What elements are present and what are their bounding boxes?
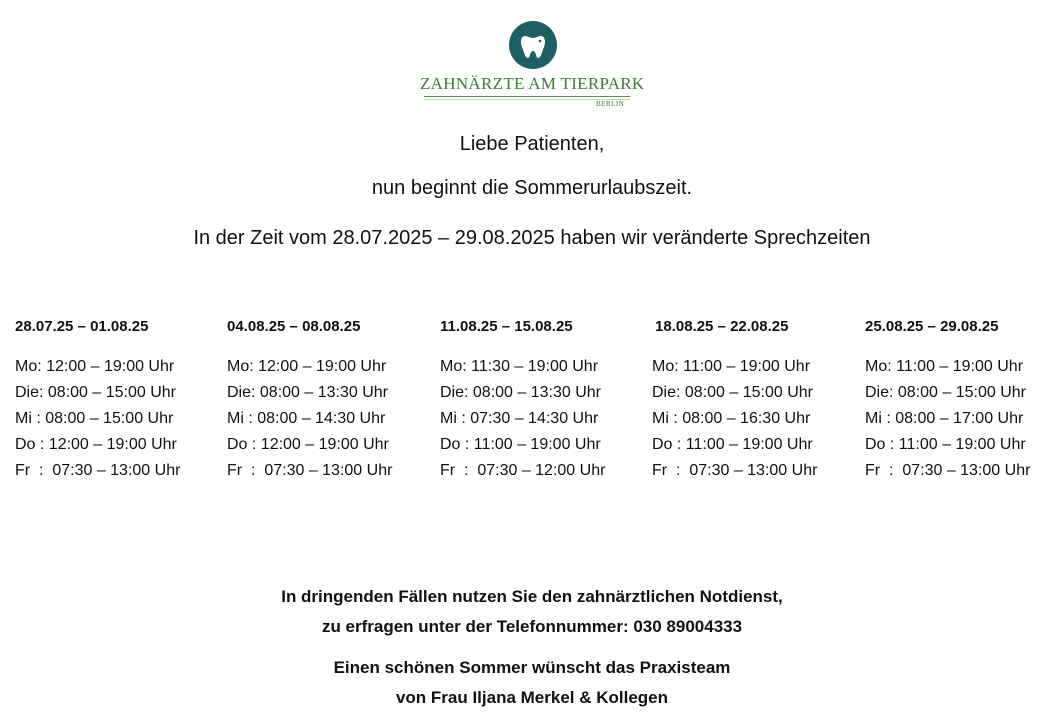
day-hours-fr: Fr : 07:30 – 13:00 Uhr: [652, 462, 818, 479]
week-column-5: [865, 316, 1064, 484]
day-hours-do: Do : 11:00 – 19:00 Uhr: [652, 436, 813, 453]
day-hours-fr: Fr : 07:30 – 13:00 Uhr: [227, 462, 393, 479]
week-range: 11.08.25 – 15.08.25: [440, 318, 573, 335]
logo-wordmark: ZAHNÄRZTE AM TIERPARK: [420, 74, 645, 93]
summer-wishes: Einen schönen Sommer wünscht das Praxisteam: [333, 658, 731, 677]
greeting: Liebe Patienten,: [459, 133, 605, 155]
week-range: 18.08.25 – 22.08.25: [655, 318, 789, 335]
day-hours-fr: Fr : 07:30 – 12:00 Uhr: [440, 462, 606, 479]
week-column-4: [652, 316, 862, 484]
day-hours-fr: Fr : 07:30 – 13:00 Uhr: [865, 462, 1031, 479]
week-column-2: [227, 316, 437, 484]
day-hours-mi: Mi : 08:00 – 16:30 Uhr: [652, 410, 811, 427]
day-hours-do: Do : 11:00 – 19:00 Uhr: [865, 436, 1026, 453]
tooth-logo-icon: [508, 20, 558, 70]
day-hours-die: Die: 08:00 – 13:30 Uhr: [440, 384, 601, 401]
day-hours-mi: Mi : 08:00 – 15:00 Uhr: [15, 410, 174, 427]
emergency-notice: In dringenden Fällen nutzen Sie den zahnärztlichen Notdienst,: [281, 587, 783, 606]
day-hours-do: Do : 12:00 – 19:00 Uhr: [15, 436, 177, 453]
intro-summer: nun beginnt die Sommerurlaubszeit.: [371, 177, 693, 199]
day-hours-mo: Mo: 11:00 – 19:00 Uhr: [865, 358, 1024, 375]
practice-logo: [420, 16, 645, 108]
day-hours-mi: Mi : 08:00 – 14:30 Uhr: [227, 410, 386, 427]
day-hours-mo: Mo: 11:30 – 19:00 Uhr: [440, 358, 599, 375]
week-range: 04.08.25 – 08.08.25: [227, 318, 361, 335]
day-hours-die: Die: 08:00 – 15:00 Uhr: [652, 384, 813, 401]
week-range: 25.08.25 – 29.08.25: [865, 318, 999, 335]
emergency-phone: zu erfragen unter der Telefonnummer: 030 89004333: [321, 617, 743, 636]
logo-city: BERLIN: [596, 100, 625, 108]
signature-line: von Frau Iljana Merkel & Kollegen: [395, 688, 669, 707]
day-hours-mi: Mi : 07:30 – 14:30 Uhr: [440, 410, 599, 427]
week-range: 28.07.25 – 01.08.25: [15, 318, 149, 335]
day-hours-do: Do : 11:00 – 19:00 Uhr: [440, 436, 601, 453]
day-hours-mo: Mo: 12:00 – 19:00 Uhr: [227, 358, 387, 375]
day-hours-do: Do : 12:00 – 19:00 Uhr: [227, 436, 389, 453]
day-hours-fr: Fr : 07:30 – 13:00 Uhr: [15, 462, 181, 479]
day-hours-die: Die: 08:00 – 15:00 Uhr: [865, 384, 1026, 401]
day-hours-die: Die: 08:00 – 13:30 Uhr: [227, 384, 388, 401]
day-hours-mo: Mo: 12:00 – 19:00 Uhr: [15, 358, 175, 375]
logo-rule: [424, 96, 630, 97]
day-hours-mi: Mi : 08:00 – 17:00 Uhr: [865, 410, 1024, 427]
week-column-1: [15, 316, 225, 484]
week-column-3: [440, 316, 650, 484]
day-hours-mo: Mo: 11:00 – 19:00 Uhr: [652, 358, 811, 375]
day-hours-die: Die: 08:00 – 15:00 Uhr: [15, 384, 176, 401]
intro-period: In der Zeit vom 28.07.2025 – 29.08.2025 haben wir veränderte Sprechzeiten: [193, 227, 871, 249]
